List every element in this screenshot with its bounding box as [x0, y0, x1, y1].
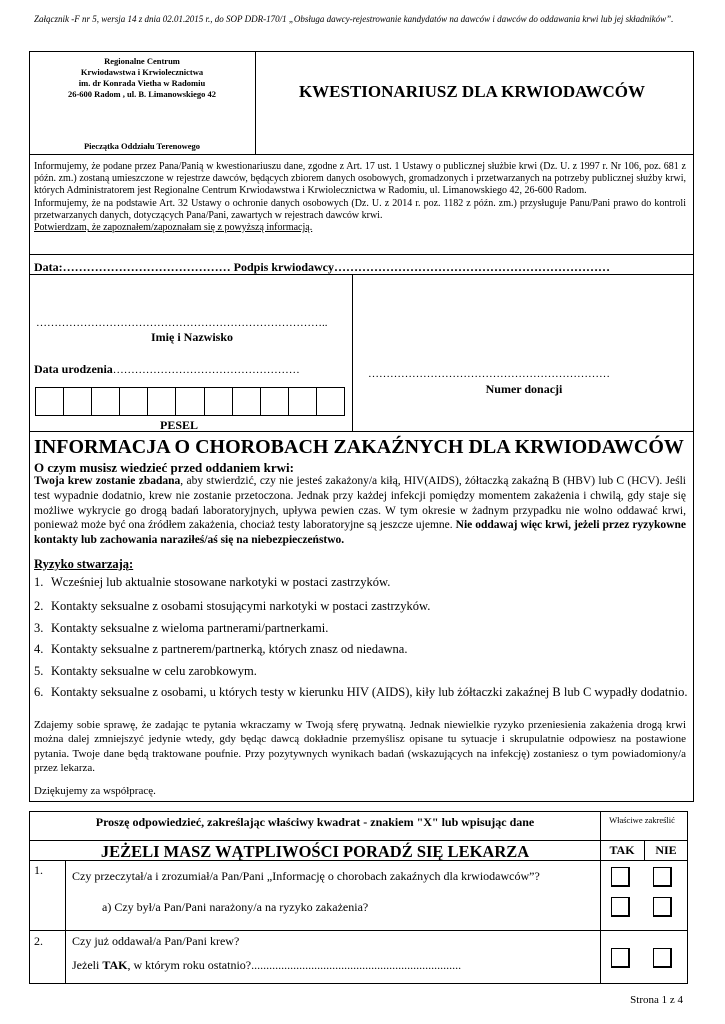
risk-text: Kontakty seksualne z osobami stosującymi narkotyki w postaci zastrzyków. — [51, 599, 431, 613]
pesel-digit-box[interactable] — [205, 388, 233, 415]
risk-number: 3. — [34, 621, 44, 635]
name-label: Imię i Nazwisko — [151, 330, 233, 344]
risk-number: 2. — [34, 599, 44, 613]
q1a-no-checkbox[interactable] — [653, 897, 672, 917]
question-text: Czy już oddawał/a Pan/Pani krew? — [72, 934, 240, 948]
birth-date-row — [34, 362, 354, 377]
annex-note: Załącznik -F nr 5, wersja 14 z dnia 02.01.2015 r., do SOP DDR-170/1 „Obsługa dawcy-rejestrowanie kandydatów na dawców i dawców do oddawania krwi lub jej składników”. — [34, 14, 674, 24]
question-text-followup — [72, 958, 461, 973]
info-warning: Nie oddawaj więc krwi, jeżeli przez ryzykowne kontakty lub zachowania naraziłeś/aś się na niebezpieczeństwo. — [34, 519, 686, 547]
risk-number: 5. — [34, 664, 44, 678]
page-number: Strona 1 z 4 — [630, 994, 683, 1006]
consult-doctor-heading: JEŻELI MASZ WĄTPLIWOŚCI PORADŹ SIĘ LEKARZA — [100, 842, 530, 861]
questionnaire-instruction: Proszę odpowiedzieć, zakreślając właściwy kwadrat - znakiem "X" lub wpisując dane — [95, 815, 535, 829]
birth-date-field[interactable]: …………………………………………… — [112, 364, 300, 376]
info-paragraph — [34, 474, 686, 548]
pesel-digit-box[interactable] — [261, 388, 289, 415]
question-text: Czy przeczytał/a i zrozumiał/a Pan/Pani „Informację o chorobach zakaźnych dla krwiodawców”? — [72, 869, 540, 883]
question-text: a) Czy był/a Pan/Pani narażony/a na ryzyko zakażenia? — [102, 900, 369, 914]
year-field[interactable]: , w którym roku ostatnio?...................................................................... — [127, 958, 462, 972]
info-subtitle: O czym musisz wiedzieć przed oddaniem krwi: — [34, 460, 294, 475]
q2-yes-checkbox[interactable] — [611, 948, 630, 968]
risk-text: Wcześniej lub aktualnie stosowane narkotyki w postaci zastrzyków. — [51, 575, 391, 589]
consent-paragraph: Informujemy, że na podstawie Art. 32 Ustawy o ochronie danych osobowych (Dz. U. z 2014 r. poz. 1182 z późn. zm.) przysługuje Panu/Pani prawo do kontroli przetwarzanych danych, dotyczących Pana/Pani, zawartych w rejestrach dawców krwi. — [34, 197, 686, 221]
risk-text: Kontakty seksualne z osobami, u których testy w kierunku HIV (AIDS), kiły lub żółtaczki zakaźnej B lub C wypadły dodatnio. — [51, 685, 688, 699]
pesel-grid — [35, 387, 345, 416]
pesel-digit-box[interactable] — [148, 388, 176, 415]
pesel-digit-box[interactable] — [317, 388, 344, 415]
info-lead: Twoja krew zostanie zbadana — [34, 475, 181, 487]
q1-yes-checkbox[interactable] — [611, 867, 630, 887]
question-number: 2. — [34, 934, 43, 948]
risk-item — [34, 664, 689, 679]
name-field[interactable]: …………………………………………………………………….. — [36, 317, 328, 329]
risk-text: Kontakty seksualne z partnerem/partnerką, których znasz od niedawna. — [51, 642, 408, 656]
pesel-digit-box[interactable] — [289, 388, 317, 415]
mark-note: Właściwe zakreślić — [609, 815, 675, 825]
stamp-label: Pieczątka Oddziału Terenowego — [83, 141, 200, 151]
pesel-digit-box[interactable] — [233, 388, 261, 415]
page-title: KWESTIONARIUSZ DLA KRWIODAWCÓW — [298, 82, 646, 101]
birth-date-label: Data urodzenia — [34, 362, 113, 376]
risk-heading: Ryzyko stwarzają: — [34, 557, 134, 571]
column-yes-label: TAK — [609, 843, 635, 857]
thanks-note: Dziękujemy za współpracę. — [34, 785, 156, 797]
q1-no-checkbox[interactable] — [653, 867, 672, 887]
risk-number: 6. — [34, 685, 44, 699]
risk-number: 1. — [34, 575, 44, 589]
pesel-digit-box[interactable] — [92, 388, 120, 415]
pesel-digit-box[interactable] — [120, 388, 148, 415]
org-line: Regionalne Centrum — [104, 56, 180, 66]
consent-confirmation: Potwierdzam, że zapoznałem/zapoznałam się z powyższą informacją. — [34, 222, 313, 234]
pesel-digit-box[interactable] — [64, 388, 92, 415]
risk-text: Kontakty seksualne w celu zarobkowym. — [51, 664, 257, 678]
q1a-yes-checkbox[interactable] — [611, 897, 630, 917]
date-signature-field[interactable]: Data:…………………………………… Podpis krwiodawcy…………………………………………………………… — [34, 260, 611, 274]
org-line: Krwiodawstwa i Krwiolecznictwa — [80, 67, 204, 77]
consent-paragraph: Informujemy, że podane przez Pana/Panią w kwestionariuszu dane, zgodne z Art. 17 ust. 1 Ustawy o publicznej służbie krwi (Dz. U. z 1997 r. Nr 106, poz. 681 z późn. zm.) zostaną umieszczone w rejestrze dawców, będących zbiorem danych osobowych, gromadzonych i przetwarzanych na potrzeby publicznej służby krwi, których Administratorem jest Regionalne Centrum Krwiodawstwa i Krwiolecznictwa w Radomiu, ul. Limanowskiego 42, 26-600 Radom. — [34, 161, 686, 197]
pesel-digit-box[interactable] — [176, 388, 204, 415]
risk-item — [34, 575, 689, 590]
risk-item — [34, 599, 689, 614]
info-title: INFORMACJA O CHOROBACH ZAKAŹNYCH DLA KRWIODAWCÓW — [34, 436, 684, 458]
privacy-note: Zdajemy sobie sprawę, że zadając te pytania wkraczamy w Twoją sferę prywatną. Jednak niewielkie ryzyko przeniesienia zakażenia drogą krwi można dalej zmniejszyć jedynie wtedy, gdy będąc dawcą dokładnie przemyślisz opisane tu sytuacje i skrupulatnie odpowiesz na postawione pytania. Twoje dane będą traktowane poufnie. Przy pozytywnych wynikach badań (wskazujących na infekcję) zostaniesz o tym powiadomiony/a przez lekarza. — [34, 719, 686, 774]
question-number: 1. — [34, 863, 43, 877]
donation-number-label: Numer donacji — [485, 382, 563, 396]
donation-number-field[interactable]: ………………………………………………………… — [368, 368, 610, 380]
info-body: , aby stwierdzić, czy nie jesteś zakażony/a kiłą, HIV(AIDS), żółtaczką zakaźną B (HBV) lub C (HCV). Jeśli test wypadnie dodatnio, krew nie zostanie przetoczona. Jednak przy każdej infekcji pomiędzy momentem zakażenia i chwilą, gdy staje się możliwe wykrycie go drogą badań laboratoryjnych, upływa pewien czas. W tym okresie w żadnym przypadku nie wolno oddawać krwi, ponieważ może być ona źródłem zakażenia, chociaż testy laboratoryjne są jeszcze ujemne. — [34, 475, 686, 532]
consent-text — [34, 161, 686, 234]
risk-item — [34, 642, 689, 657]
risk-number: 4. — [34, 642, 44, 656]
followup-yes: TAK — [102, 958, 128, 972]
risk-item — [34, 621, 689, 636]
pesel-label: PESEL — [160, 418, 199, 432]
followup-prefix: Jeżeli — [72, 958, 103, 972]
risk-text: Kontakty seksualne z wieloma partnerami/partnerkami. — [51, 621, 329, 635]
pesel-digit-box[interactable] — [36, 388, 64, 415]
column-no-label: NIE — [655, 843, 677, 857]
risk-item — [34, 685, 689, 700]
org-line: 26-600 Radom , ul. B. Limanowskiego 42 — [67, 89, 217, 99]
org-line: im. dr Konrada Vietha w Radomiu — [78, 78, 206, 88]
organization-address — [30, 56, 254, 100]
q2-no-checkbox[interactable] — [653, 948, 672, 968]
